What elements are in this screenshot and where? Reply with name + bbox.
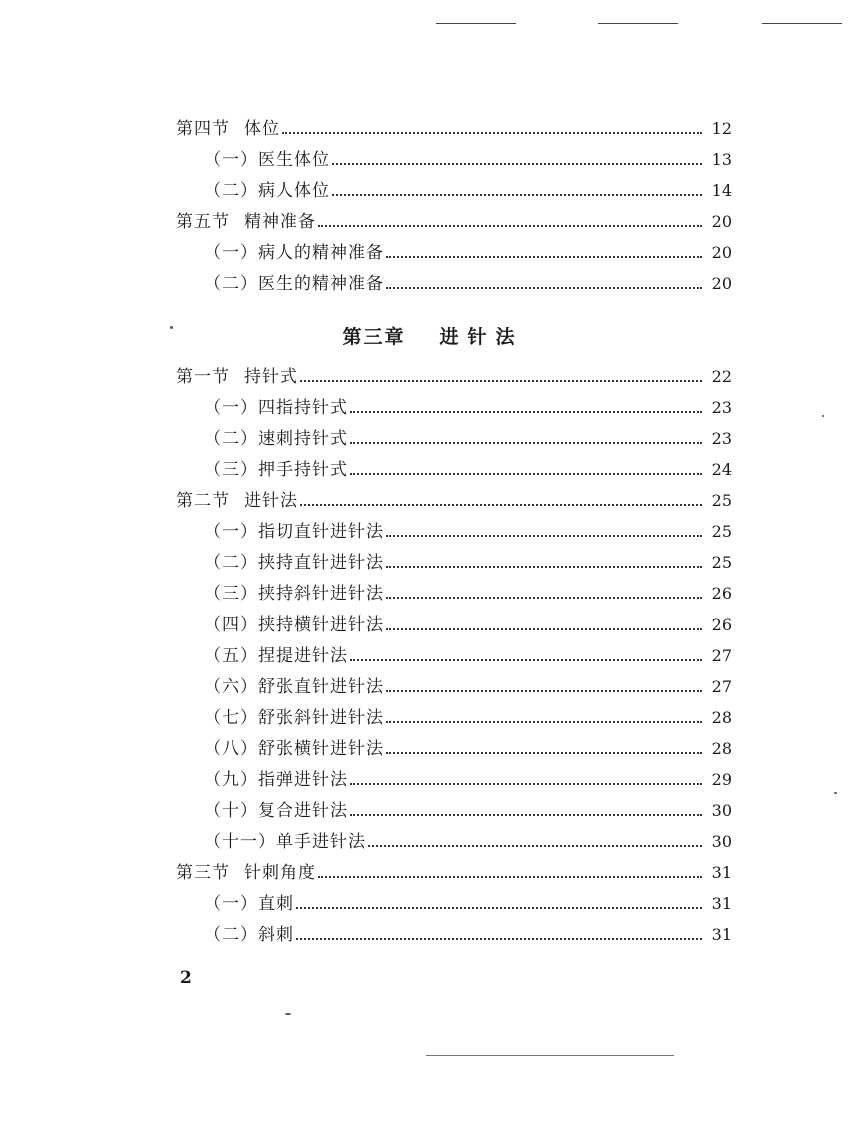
page-ref: 26 — [711, 615, 732, 634]
dot-leader — [386, 534, 702, 537]
dot-leader — [318, 875, 702, 878]
subentry-label: （二）速刺持针式 — [204, 429, 348, 449]
subentry-label: （十一）单手进针法 — [204, 832, 366, 852]
page-ref: 14 — [711, 181, 732, 200]
subentry-label: （七）舒张斜针进针法 — [204, 708, 384, 728]
dot-leader — [318, 224, 702, 227]
page-number: 2 — [180, 968, 192, 988]
subentry-label: （四）挟持横针进针法 — [204, 615, 384, 635]
chapter-title: 进针法 — [439, 326, 524, 348]
page-ref: 23 — [711, 398, 732, 417]
dot-leader — [296, 937, 702, 940]
subentry-label: （一）医生体位 — [204, 150, 330, 170]
subentry-label: （九）指弹进针法 — [204, 770, 348, 790]
toc-subentry[interactable] — [204, 920, 732, 946]
toc-subentry[interactable] — [204, 734, 732, 760]
dot-leader — [300, 379, 702, 382]
dot-leader — [350, 658, 702, 661]
toc-section-entry[interactable] — [176, 486, 732, 512]
top-rule-right — [762, 23, 842, 24]
subentry-label: （一）病人的精神准备 — [204, 243, 384, 263]
toc-subentry[interactable] — [204, 424, 732, 450]
section-title: 体位 — [244, 119, 280, 139]
toc-subentry[interactable] — [204, 889, 732, 915]
subentry-label: （二）挟持直针进针法 — [204, 553, 384, 573]
toc-subentry[interactable] — [204, 765, 732, 791]
page-ref: 12 — [711, 119, 732, 138]
page-ref: 28 — [711, 708, 732, 727]
page-ref: 22 — [711, 367, 732, 386]
dot-leader — [386, 689, 702, 692]
toc-subentry[interactable] — [204, 238, 732, 264]
page-ref: 20 — [711, 274, 732, 293]
toc-subentry[interactable] — [204, 827, 732, 853]
toc-subentry[interactable] — [204, 610, 732, 636]
subentry-label: （三）押手持针式 — [204, 460, 348, 480]
dot-leader — [386, 565, 702, 568]
chapter-heading — [0, 322, 866, 349]
chapter-number: 第三章 — [342, 326, 406, 348]
toc-subentry[interactable] — [204, 796, 732, 822]
bottom-rule — [426, 1055, 674, 1056]
dot-leader — [350, 410, 702, 413]
dot-leader — [386, 255, 702, 258]
dot-leader — [300, 503, 702, 506]
toc-subentry[interactable] — [204, 548, 732, 574]
page-ref: 29 — [711, 770, 732, 789]
dot-leader — [386, 627, 702, 630]
dot-leader — [350, 782, 702, 785]
toc-subentry[interactable] — [204, 269, 732, 295]
dot-leader — [350, 472, 702, 475]
dot-leader — [386, 596, 702, 599]
subentry-label: （二）医生的精神准备 — [204, 274, 384, 294]
toc-subentry[interactable] — [204, 517, 732, 543]
subentry-label: （六）舒张直针进针法 — [204, 677, 384, 697]
dot-leader — [282, 131, 702, 134]
subentry-label: （一）四指持针式 — [204, 398, 348, 418]
page-ref: 27 — [711, 677, 732, 696]
top-rule-left — [436, 23, 516, 24]
dot-leader — [350, 441, 702, 444]
section-label: 第五节 — [176, 212, 230, 232]
page-ref: 13 — [711, 150, 732, 169]
page-ref: 31 — [711, 925, 732, 944]
toc-subentry[interactable] — [204, 703, 732, 729]
subentry-label: （二）斜刺 — [204, 925, 294, 945]
toc-subentry[interactable] — [204, 176, 732, 202]
page-ref: 27 — [711, 646, 732, 665]
toc-subentry[interactable] — [204, 393, 732, 419]
page-ref: 30 — [711, 801, 732, 820]
toc-subentry[interactable] — [204, 641, 732, 667]
page-ref: 26 — [711, 584, 732, 603]
dot-leader — [350, 813, 702, 816]
toc-subentry[interactable] — [204, 672, 732, 698]
toc-section-entry[interactable] — [176, 858, 732, 884]
dot-leader — [368, 844, 702, 847]
scan-speck — [822, 415, 824, 417]
page-ref: 23 — [711, 429, 732, 448]
toc-section-entry[interactable] — [176, 207, 732, 233]
section-title: 精神准备 — [244, 212, 316, 232]
toc-subentry[interactable] — [204, 579, 732, 605]
page-ref: 20 — [711, 212, 732, 231]
section-title: 进针法 — [244, 491, 298, 511]
dot-leader — [386, 751, 702, 754]
dot-leader — [386, 286, 702, 289]
subentry-label: （三）挟持斜针进针法 — [204, 584, 384, 604]
subentry-label: （十）复合进针法 — [204, 801, 348, 821]
page-ref: 31 — [711, 894, 732, 913]
section-label: 第一节 — [176, 367, 230, 387]
page-ref: 28 — [711, 739, 732, 758]
top-rule-middle — [598, 23, 678, 24]
toc-subentry[interactable] — [204, 145, 732, 171]
subentry-label: （一）指切直针进针法 — [204, 522, 384, 542]
dot-leader — [332, 193, 702, 196]
page-ref: 25 — [711, 522, 732, 541]
page-ref: 24 — [711, 460, 732, 479]
dot-leader — [332, 162, 702, 165]
page-ref: 31 — [711, 863, 732, 882]
section-label: 第四节 — [176, 119, 230, 139]
subentry-label: （一）直刺 — [204, 894, 294, 914]
section-title: 持针式 — [244, 367, 298, 387]
scan-speck — [285, 1013, 291, 1015]
subentry-label: （五）捏提进针法 — [204, 646, 348, 666]
page-ref: 25 — [711, 553, 732, 572]
dot-leader — [296, 906, 702, 909]
page-ref: 20 — [711, 243, 732, 262]
toc-section-entry[interactable] — [176, 362, 732, 388]
section-title: 针刺角度 — [244, 863, 316, 883]
page-ref: 25 — [711, 491, 732, 510]
page-ref: 30 — [711, 832, 732, 851]
subentry-label: （二）病人体位 — [204, 181, 330, 201]
section-label: 第二节 — [176, 491, 230, 511]
section-label: 第三节 — [176, 863, 230, 883]
dot-leader — [386, 720, 702, 723]
toc-section-entry[interactable] — [176, 114, 732, 140]
subentry-label: （八）舒张横针进针法 — [204, 739, 384, 759]
toc-subentry[interactable] — [204, 455, 732, 481]
scan-speck — [834, 792, 837, 794]
